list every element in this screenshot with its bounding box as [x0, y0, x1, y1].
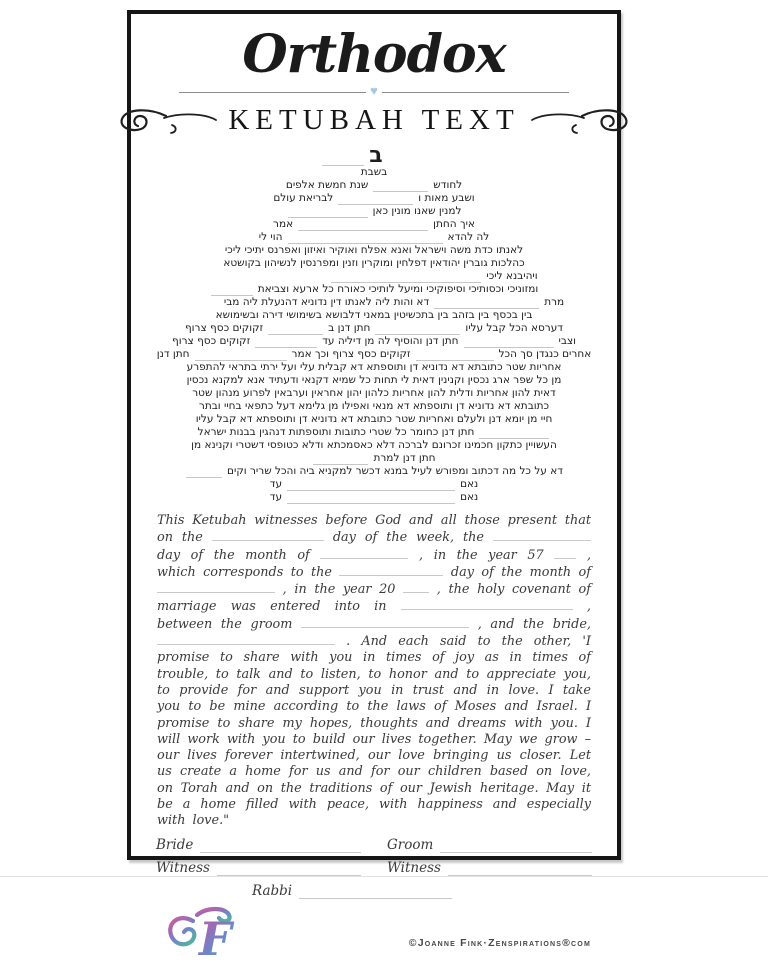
fill-in-blank [434, 298, 539, 309]
hebrew-line [131, 452, 617, 465]
hebrew-line [131, 361, 617, 374]
witness1-signature-line [217, 862, 361, 876]
bride-label: Bride [156, 836, 194, 853]
hebrew-text: לה להדא [447, 231, 490, 243]
english-text: , in the year 20 [282, 582, 396, 598]
hebrew-text: בין בכסף בין בזהב בין בתכשיטין במאני דלבושא בשימושי דירה ובשימושא [215, 309, 533, 321]
zenspirations-logo [163, 905, 251, 971]
fill-in-blank [186, 467, 222, 478]
signature-row [156, 860, 592, 876]
hebrew-text: זקוקים כסף צרוף וכך אמר [291, 348, 411, 360]
hebrew-line [131, 335, 617, 348]
fill-in-blank [301, 616, 469, 628]
artist-credit: ©Joanne Fink·Zenspirations®com [408, 936, 591, 949]
english-text: , which corresponds to the [157, 547, 592, 580]
hebrew-line [131, 257, 617, 270]
svg-text:F: F [199, 911, 232, 966]
hebrew-line [131, 426, 617, 439]
hebrew-text: כתובתא דא נדוניא דן ותוספתא דא מנאי ואפילו מן גלימא דעל כתפאי בחיי ובתר [198, 400, 550, 412]
hebrew-line [131, 283, 617, 296]
hebrew-line [131, 309, 617, 322]
hebrew-text: דא והות ליה לאנתו דין נדוניא דהנעלת ליה מבי [223, 296, 430, 308]
hebrew-line [131, 231, 617, 244]
witness1-label: Witness [156, 859, 210, 876]
footer [131, 899, 617, 971]
heart-icon: ♥ [370, 83, 378, 98]
hebrew-line [131, 413, 617, 426]
hebrew-text: זקוקים כסף צרוף [184, 322, 264, 334]
bride-signature-line [200, 839, 361, 853]
fill-in-blank [416, 350, 494, 361]
hebrew-text: דערסא הכל קבל עליו [465, 322, 564, 334]
hebrew-text: וצבי [558, 335, 577, 347]
english-text: day of the month of [450, 564, 591, 580]
divider-line-left [179, 92, 366, 93]
fill-in-blank [464, 337, 554, 348]
english-text: , the holy covenant of marriage was entered into in [157, 582, 591, 615]
hebrew-text: ב [369, 143, 383, 168]
page-title: Orthodox [242, 24, 506, 85]
fill-in-blank [373, 181, 428, 192]
hebrew-line [131, 400, 617, 413]
flourish-right-icon [528, 105, 632, 135]
hebrew-text: חתן דנן כחומר כל שטרי כתובות ותוספתות דנהגין בבנות ישראל [197, 426, 475, 438]
hebrew-text: דאית להון אחריות ודלית להון אחריות כלהון יהון אחראין וערבאין לפרוע מנהון שטר [192, 387, 556, 399]
hebrew-text: חתן דנן ב [328, 322, 371, 334]
fill-in-blank [288, 207, 368, 218]
fill-in-blank [255, 337, 317, 348]
bride-signature [156, 837, 361, 853]
subtitle: KETUBAH TEXT [228, 104, 520, 136]
fill-in-blank [298, 220, 428, 231]
hebrew-text-block [131, 145, 617, 504]
fill-in-blank [195, 350, 287, 361]
hebrew-line [131, 374, 617, 387]
english-text: , between the groom [157, 599, 591, 632]
fill-in-blank [157, 633, 335, 645]
fill-in-blank [288, 233, 443, 244]
english-text: day of the week, the [332, 530, 484, 546]
hebrew-text: מרת [544, 296, 565, 308]
groom-label: Groom [387, 836, 434, 853]
hebrew-text: שנת חמשת אלפים [285, 179, 369, 191]
fill-in-blank [268, 324, 323, 335]
english-text: . And each said to the other, 'I promise to share with you in times of joy as in times of trouble, to talk and to listen, to honor and to appreciate you, to provide for and support you in trust and in love. I take you to be mine according to the laws of Moses and Israel. I promise to share my hopes, thoughts and dreams with you. I will work with you to build our lives together. May we grow – our lives forever intertwined, our love bringing us closer. Let us create a home for us and for our children based on love, on Torah and on the traditions of our Jewish heritage. May it be a home filled with peace, with happiness and especially with love." [157, 634, 591, 829]
hebrew-text: חתן דנן והוסיף לה מן דיליה עד [322, 335, 459, 347]
groom-signature [387, 837, 592, 853]
signature-section [156, 837, 592, 899]
hebrew-line [131, 179, 617, 192]
hebrew-text: אחריות שטר כתובתא דא נדוניא דן ותוספתא דא קבלית עלי ועל ירתי בתראי להתפרע [186, 361, 562, 373]
hebrew-text: כהלכות גוברין יהודאין דפלחין ומוקרין וזנין ומפרנסין לנשיהון בקושטא [223, 257, 525, 269]
hebrew-line [131, 491, 617, 504]
fill-in-blank [479, 428, 549, 439]
hebrew-text: לחודש [433, 179, 463, 191]
hebrew-line [191, 270, 677, 283]
hebrew-line [131, 478, 617, 491]
ketubah-frame [127, 10, 621, 966]
fill-in-blank [401, 598, 573, 610]
hebrew-text: לאנתו כדת משה וישראל ואנא אפלח ואוקיר ואיזון ואפרנס יתיכי ליכי [224, 244, 524, 256]
hebrew-text: ושבע מאות ו [418, 192, 475, 204]
fill-in-blank [554, 547, 576, 559]
hebrew-line [131, 205, 617, 218]
hebrew-text: אמר [273, 218, 294, 230]
hebrew-text: חתן דנן למרת [373, 452, 436, 464]
hebrew-text: מן כל שפר ארג נכסין וקנינין דאית לי תחות כל שמיא דקנאי ודעתיד אנא למקנא נכסין [186, 374, 562, 386]
hebrew-line [131, 348, 617, 361]
fill-in-blank [212, 529, 324, 541]
page-edge-line [0, 876, 768, 877]
hebrew-line [131, 439, 617, 452]
hebrew-text: חיי מן יומא דנן ולעלם ואחריות שטר כתובתא דא נדוניא דן ותוספתא דא קבל עליו [195, 413, 553, 425]
divider-line-right [382, 92, 569, 93]
hebrew-text: לבריאת עולם [273, 192, 334, 204]
english-text: This Ketubah witnesses before God and all those present that on the [157, 513, 591, 546]
hebrew-text: נאם [460, 478, 479, 490]
fill-in-blank [287, 493, 455, 504]
hebrew-text: חתן דנן [156, 348, 190, 360]
fill-in-blank [320, 547, 408, 559]
witness2-signature-line [448, 862, 592, 876]
witness2-label: Witness [387, 859, 441, 876]
hebrew-text: למנין שאנו מונין כאן [372, 205, 462, 217]
fill-in-blank [157, 581, 275, 593]
hebrew-text: עד [269, 478, 283, 490]
hebrew-text: אחרים כנגדן סך הכל [498, 348, 592, 360]
witness1-signature [156, 860, 361, 876]
fill-in-blank [211, 285, 253, 296]
hebrew-line [151, 296, 637, 309]
hebrew-line [131, 387, 617, 400]
flourish-left-icon [116, 105, 220, 135]
signature-row [156, 837, 592, 853]
hebrew-text: בשבת [360, 166, 388, 178]
hebrew-text: איך החתן [433, 218, 475, 230]
hebrew-line [131, 322, 617, 335]
english-text: day of the month of [157, 547, 310, 563]
hebrew-line [131, 244, 617, 257]
hebrew-line [131, 465, 617, 478]
fill-in-blank [287, 480, 455, 491]
groom-signature-line [440, 839, 592, 853]
hebrew-text: זקוקים כסף צרוף [172, 335, 251, 347]
hebrew-text: נאם [460, 491, 479, 503]
witness2-signature [387, 860, 592, 876]
rabbi-signature-line [299, 885, 452, 899]
hebrew-text: דא על כל מה דכתוב ומפורש לעיל במנא דכשר למקניא ביה והכל שריר וקים [227, 465, 563, 477]
hebrew-text: העשויין כתקון חכמינו זכרונם לברכה דלא כאסמכתא ודלא כטופסי דשטרי וקנינא מן [191, 439, 557, 451]
hebrew-text: ויהיבנא ליכי [486, 270, 538, 282]
fill-in-blank [339, 564, 443, 576]
hebrew-line [109, 145, 595, 166]
fill-in-blank [313, 454, 368, 465]
subtitle-row [131, 100, 617, 140]
english-text: , in the year 57 [419, 547, 544, 563]
fill-in-blank [331, 272, 481, 283]
hebrew-text: עד [269, 491, 283, 503]
fill-in-blank [338, 194, 413, 205]
fill-in-blank [375, 324, 460, 335]
hebrew-line [131, 192, 617, 205]
hebrew-text: ומזוניכי וכסותיכי וסיפוקיכי ומיעל לותיכי כאורח כל ארעא וצביאת [257, 283, 539, 295]
english-text: , and the bride, [477, 616, 591, 632]
rabbi-label: Rabbi [252, 882, 293, 899]
english-text-block [157, 513, 591, 830]
hebrew-line [131, 218, 617, 231]
fill-in-blank [403, 581, 429, 593]
fill-in-blank [322, 155, 364, 166]
rabbi-signature [252, 883, 452, 899]
fill-in-blank [493, 529, 591, 541]
hebrew-text: הוי לי [258, 231, 283, 243]
title-divider [179, 83, 569, 99]
